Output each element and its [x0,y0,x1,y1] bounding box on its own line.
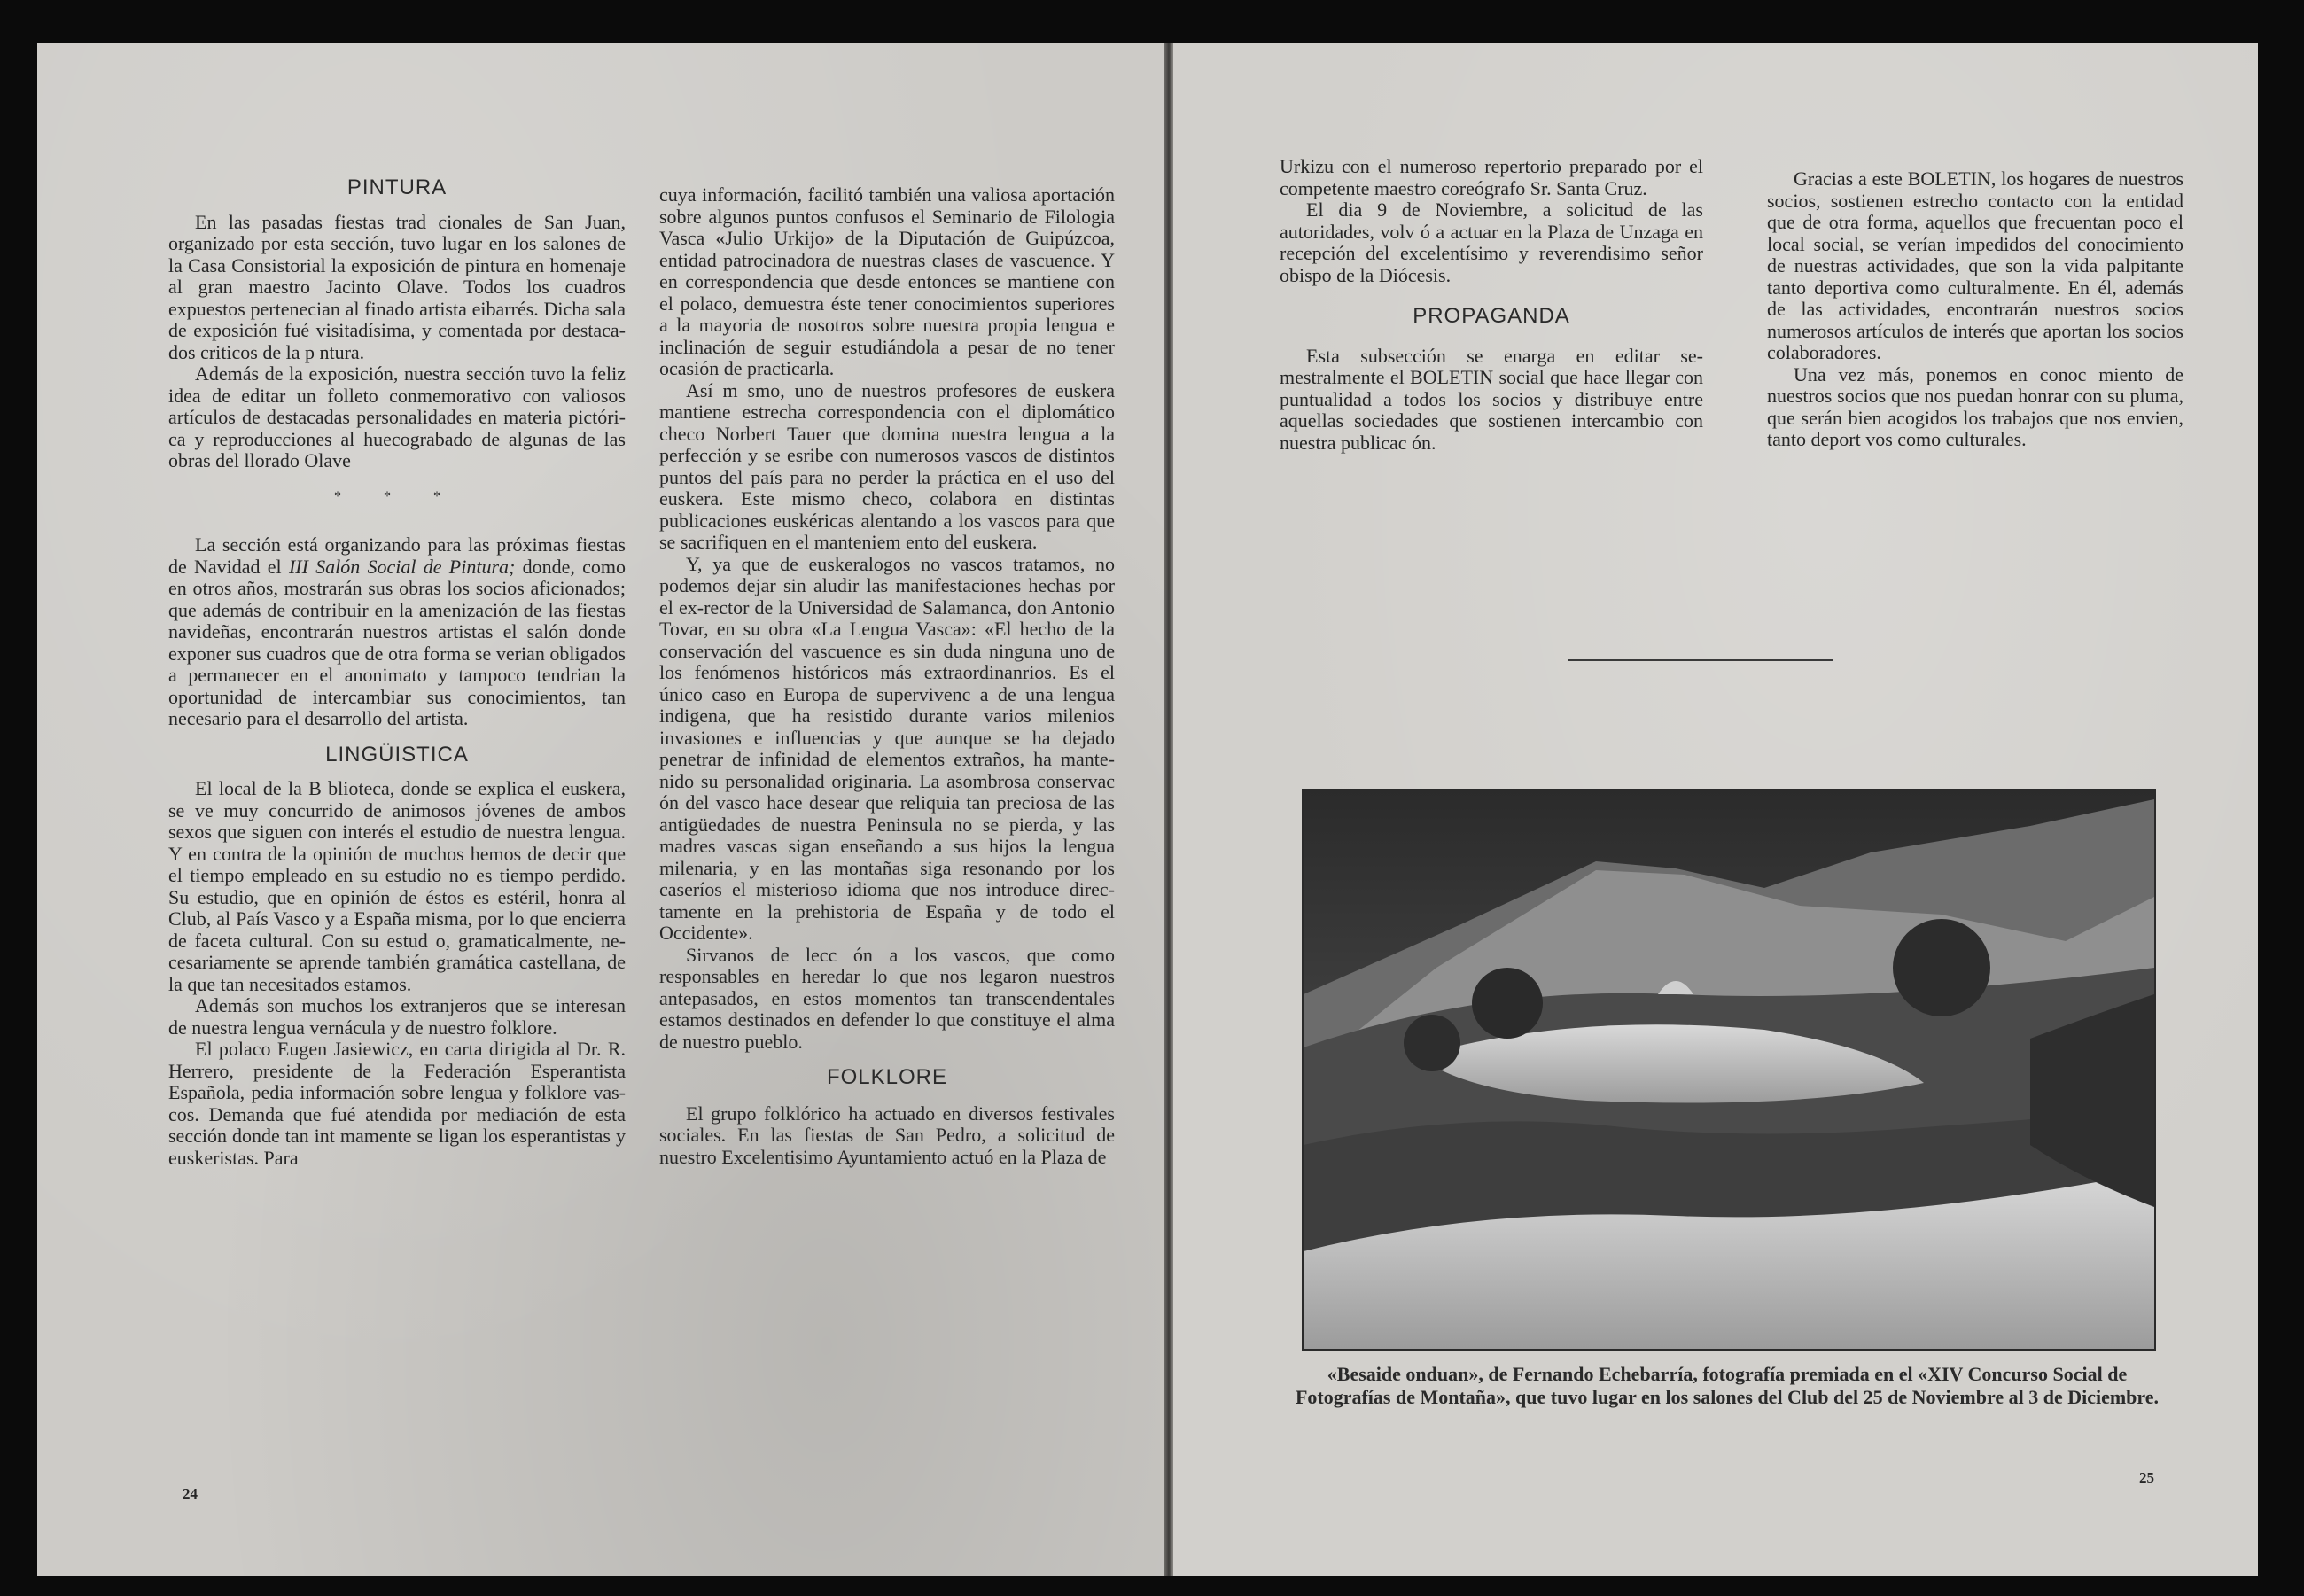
heading-propaganda: PROPAGANDA [1413,304,1570,328]
paragraph: cuya información, facilitó también una valiosa aportación sobre algunos puntos confusos el Seminario de Filologia Vasca «Julio Urkijo» de la Diputación de Guipúzcoa, entidad patrocinadora de nuestras clases de vascuence. Y en correspondencia que desde entonces se mantiene con el polaco, demuestra éste tener conocimientos superiores a la mayoria de nosotros sobre nuestra propia lengua e inclinación de seguir estudiándola a pesar de no tener ocasión de practicarla. [659,183,1115,379]
paragraph: Y, ya que de euskeralogos no vascos tratamos, no podemos dejar sin aludir las manifestaciones hechas por el ex-rector de la Universidad de Salamanca, don Antonio Tovar, en su obra «La Lengua Vasca»: «El hecho de la conservación del vascuence es sin duda ninguna uno de los fenómenos históricos más extraordinanrios. Es el único caso en Europa de supervivenc a de una lengua indigena, que ha resistido durante varios milenios invasiones e influencias y que aunque se ha dejado penetrar de infinidad de elementos extraños, ha mantenido su personalidad originaria. La asombrosa conservac ón del vasco hace desear que reliquia tan preciosa de las antigüedades de nuestra Peninsula no se pierda, y las madres vascas sigan enseñando a sus hijos la lengua milenaria, y en las montañas siga resonando por los caseríos el misterioso idioma que nos introduce directamente en la prehistoria de España y de todo el Occidente». [659,552,1115,944]
page-gutter [1164,43,1173,1576]
section-divider-stars: * * * [334,488,460,504]
left-page [37,43,1164,1576]
paragraph: Esta subsección se enarga en editar semestralmente el BOLETIN social que hace llegar con puntualidad a todos los socios y distribuye entre aquellas sociedades que sostienen intercambio con nuestra publicac ón. [1280,344,1703,454]
heading-pintura: PINTURA [346,175,448,199]
snowy-mountain-image [1304,790,2154,1349]
paragraph: Además son muchos los extranjeros que se interesan de nuestra lengua vernácula y de nuestro folklore. [168,994,626,1039]
page-number: 25 [2139,1469,2154,1486]
heading-folklore: FOLKLORE [826,1065,948,1089]
paragraph: Una vez más, ponemos en conoc miento de nuestros socios que nos puedan honrar con su pluma, que serán bien acogidos los trabajos que nos envien, tanto deport vos como culturales. [1767,362,2183,450]
left-column-1 [168,177,626,1169]
paragraph: Urkizu con el numeroso repertorio preparado por el competente maestro coreógrafo Sr. Santa Cruz. [1280,155,1703,199]
paragraph: En las pasadas fiestas trad cionales de San Juan, organizado por esta sección, tuvo lugar en los salones de la Casa Consistorial la exposición de pintura en homenaje al gran maestro Jacinto Olave. Todos los cuadros expuestos pertenecian al finado artista eibarrés. Dicha sala de exposición fué visitadísima, y comentada por destacados criticos de la p ntura. [168,210,626,363]
left-column-2 [659,184,1115,1168]
photo-caption: «Besaide onduan», de Fernando Echebarría, fotografía premiada en el «XIV Concurso Social de Fotografías de Montaña», que tuvo lugar en los salones del Club del 25 de Noviembre al 3 de Diciembre. [1295,1363,2160,1408]
paragraph: Sirvanos de lecc ón a los vascos, que como responsables en heredar lo que nos legaron nuestros antepasados, en estos momentos tan transcendentales estamos destinados en defender lo que constituye el alma de nuestro pueblo. [659,943,1115,1053]
paragraph: Además de la exposición, nuestra sección tuvo la feliz idea de editar un folleto conmemorativo con valiosos artículos de destacadas personalidades en materia pictórica y reproducciones al huecograbado de algunas de las obras del llorado Olave [168,362,626,471]
paragraph: Así m smo, uno de nuestros profesores de euskera mantiene estrecha correspondencia con el diplomático checo Norbert Tauer que domina nuestra lengua a la perfección y se esribe con numerosos vascos de distintos puntos del país para no perder la práctica en el uso del euskera. Este mismo checo, colabora en distintas publicaciones euskéricas alentando a los vascos para que se sacrifiquen en el manteniem ento del euskera. [659,378,1115,553]
page-number: 24 [183,1485,198,1502]
paragraph: El local de la B blioteca, donde se explica el euskera, se ve muy concurrido de animosos jóvenes de ambos sexos que siguen con interés el estudio de nuestra lengua. Y en contra de la opinión de muchos hemos de decir que el tiempo empleado en su estudio no es tiempo perdido. Su estudio, que en opinión de éstos es estéril, honra al Club, al País Vasco y a España misma, por lo que encierra de faceta cultural. Con su estud o, gramaticalmente, necesariamente se aprende también gramática castellana, de la que tan necesitados estamos. [168,777,626,995]
paragraph: El polaco Eugen Jasiewicz, en carta dirigida al Dr. R. Herrero, presidente de la Federación Esperantista Española, pedia información sobre lengua y folklore vascos. Demanda que fué atendida por mediación de esta sección donde tan int mamente se ligan los esperantistas y euskeristas. Para [168,1038,626,1169]
paragraph: El grupo folklórico ha actuado en diversos festivales sociales. En las fiestas de San Pedro, a solicitud de nuestro Excelentisimo Ayuntamiento actuó en la Plaza de [659,1102,1115,1168]
paragraph: La sección está organizando para las próximas fiestas de Navidad el III Salón Social de Pintura; donde, como en otros años, mostrarán sus obras los socios aficionados; que además de contribuir en la amenización de las fiestas navideñas, encontrarán nuestros artistas el salón donde exponer sus cuadros que de otra forma se verian obligados a permanecer en el anonimato y tampoco tendrian la oportunidad de intercambiar sus conocimientos, tan necesario para el desarrollo del artista. [168,533,627,729]
paragraph: Gracias a este BOLETIN, los hogares de nuestros socios, sostienen estrecho contacto con la entidad que de otra forma, aquellos que frecuentan poco el local social, se verían impedidos del conocimiento de nuestras actividades, que son la vida palpitante tanto deportiva como culturalmente. En él, además de las actividades, encontrarán nuestros socios numerosos artículos de interés que aportan los socios colaboradores. [1767,167,2183,363]
horizontal-rule [1568,659,1833,661]
paragraph: El dia 9 de Noviembre, a solicitud de las autoridades, volv ó a actuar en la Plaza de Unzaga en recepción del excelentísimo y reverendisimo señor obispo de la Diócesis. [1280,199,1703,286]
mountain-photograph [1302,789,2156,1351]
right-column-2 [1767,168,2183,451]
magazine-spread [37,43,2258,1576]
heading-linguistica: LINGÜISTICA [325,742,469,767]
right-column-1 [1280,156,1703,454]
